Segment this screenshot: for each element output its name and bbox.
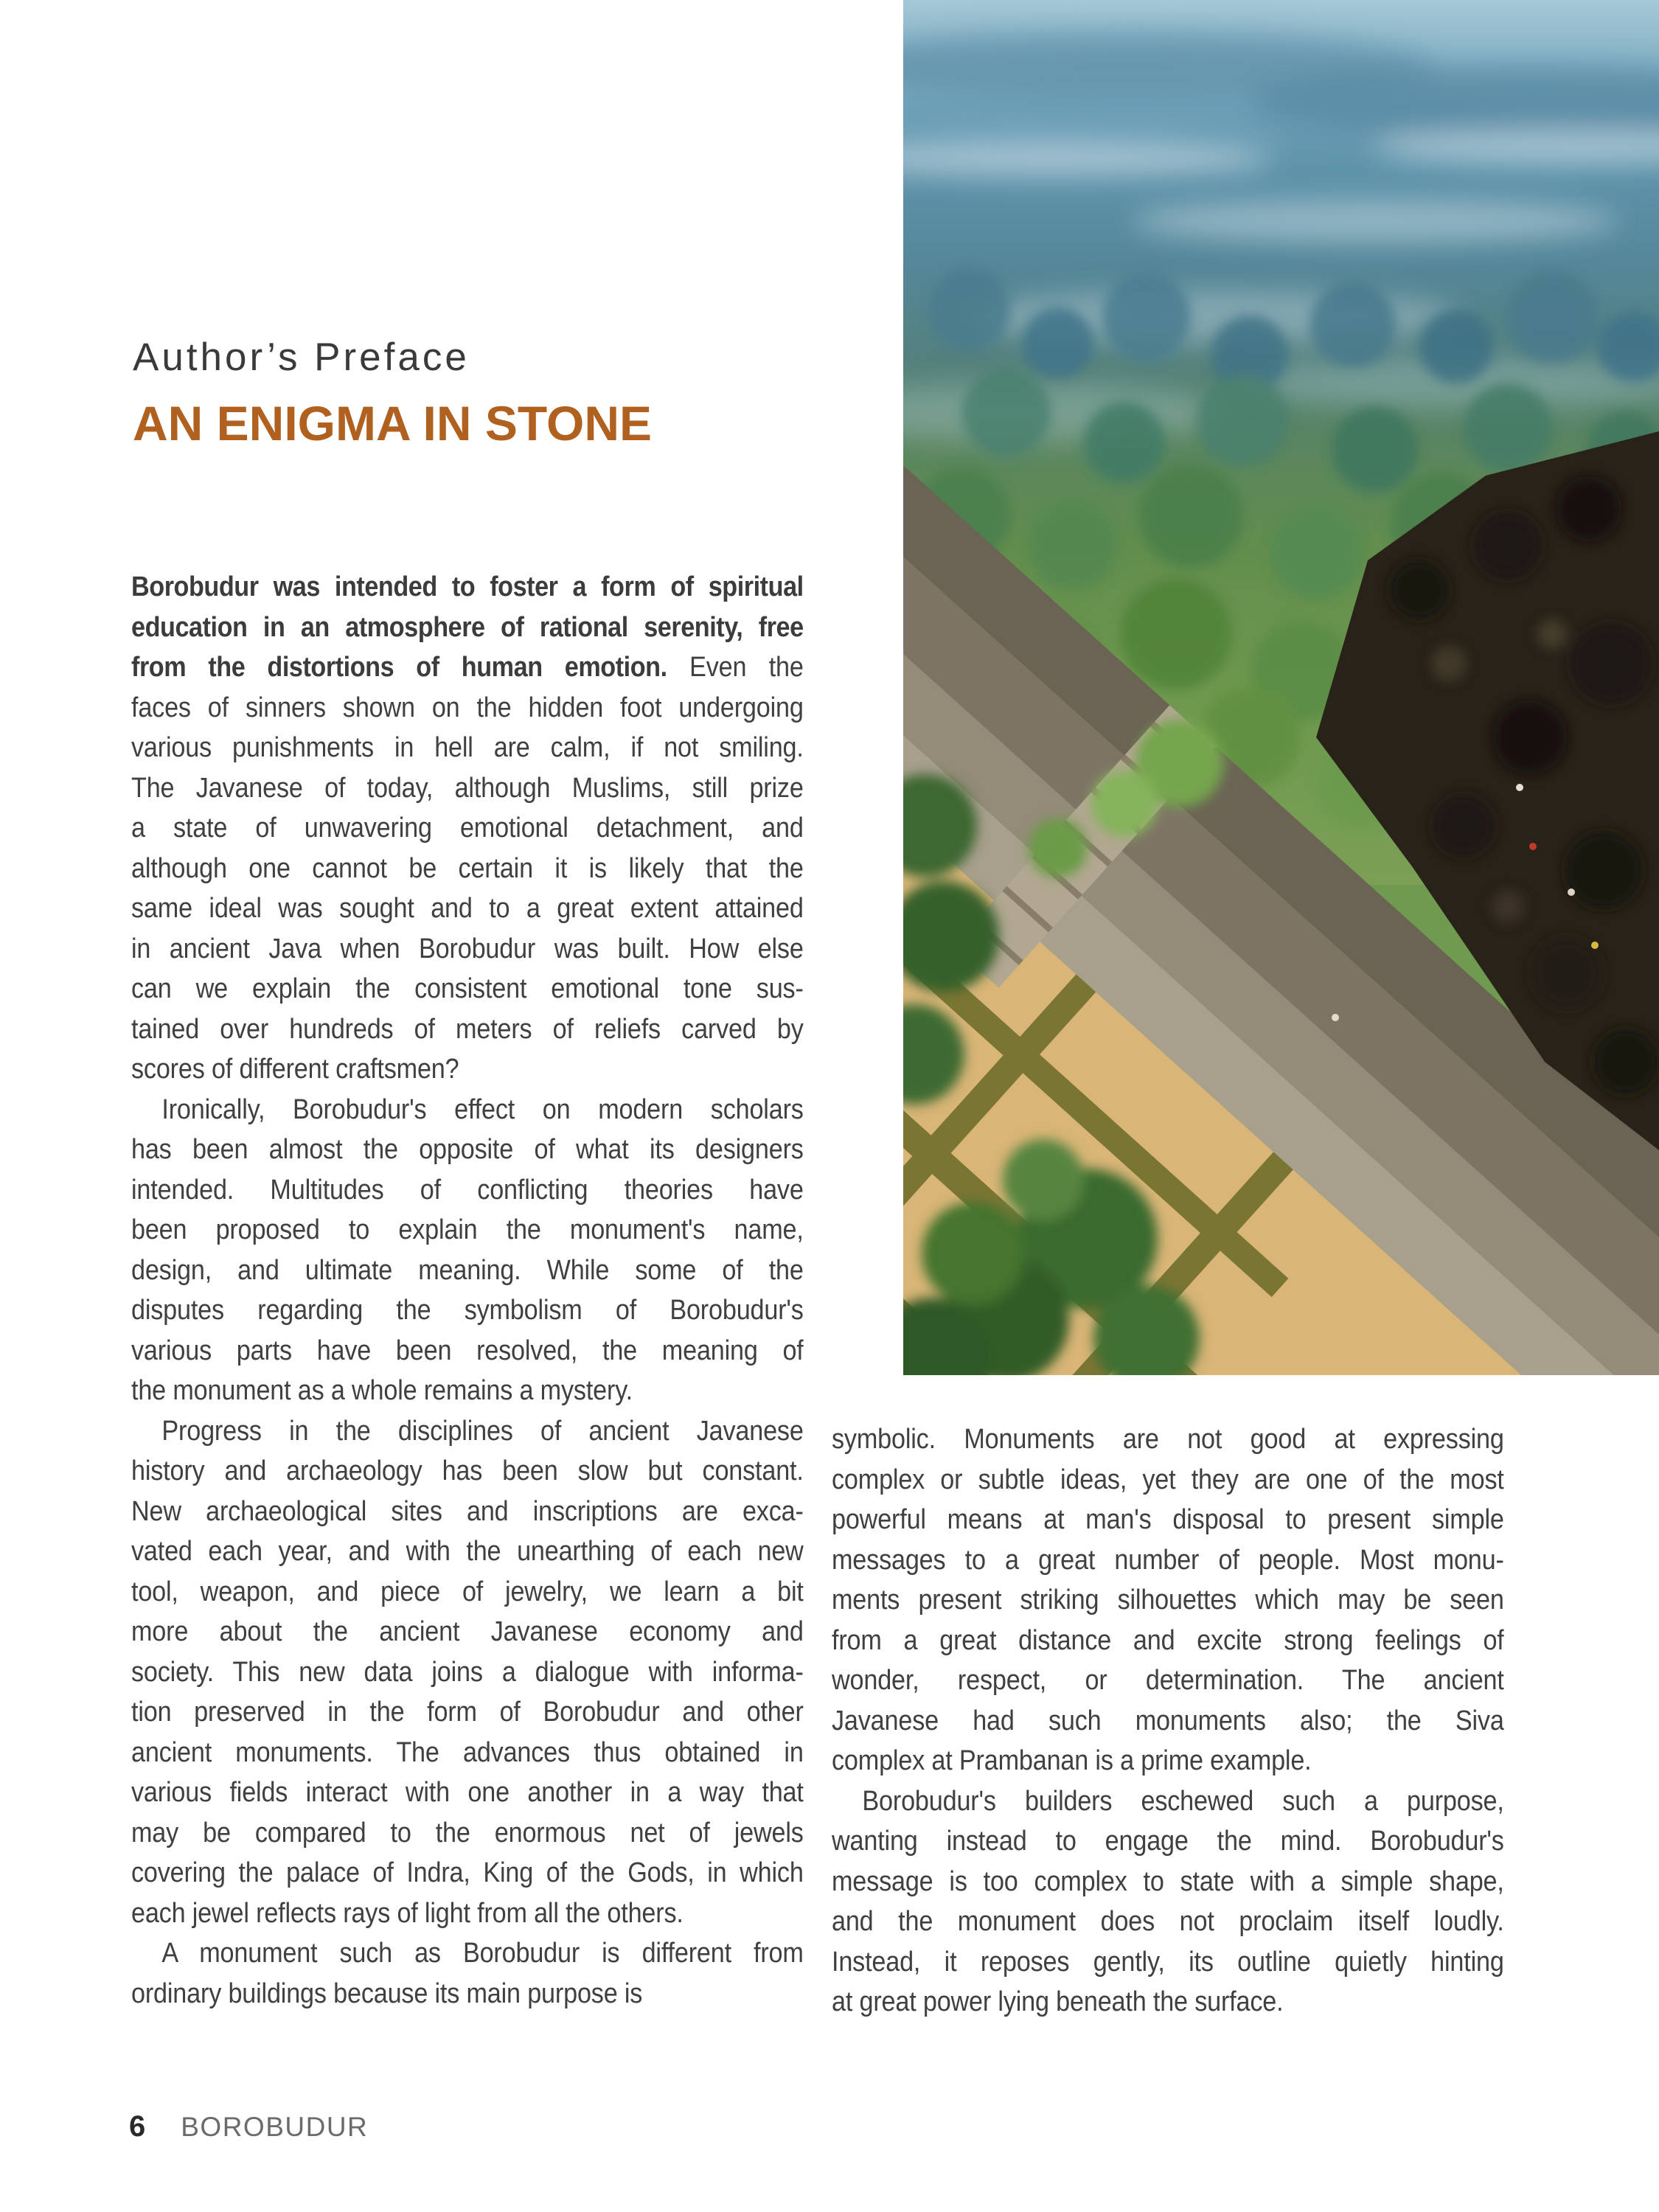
text-line: symbolic. Monuments are not good at expressing [832,1424,1504,1455]
photo-illustration [903,0,1659,1375]
right-column [832,1419,1504,2023]
text-line: each jewel reflects rays of light from all the others. [131,1897,684,1929]
text-line: Progress in the disciplines of ancient Javanese [161,1415,804,1447]
text-line: complex or subtle ideas, yet they are one of the most [832,1464,1504,1495]
text-line: been proposed to explain the monument's name, [131,1214,804,1245]
text-line: can we explain the consistent emotional tone sus- [131,973,804,1004]
text-line: scores of different craftsmen? [131,1054,459,1085]
text-line: New archaeological sites and inscriptions are exca- [131,1495,804,1527]
text-line: various fields interact with one another in a way that [131,1777,804,1808]
text-line: ordinary buildings because its main purpose is [131,1978,643,2009]
text-line: Ironically, Borobudur's effect on modern scholars [161,1093,804,1125]
text-line: history and archaeology has been slow but constant. [131,1455,804,1486]
text-line: from a great distance and excite strong feelings of [832,1624,1504,1656]
text-line: tool, weapon, and piece of jewelry, we learn a bit [131,1576,804,1607]
text-line: covering the palace of Indra, King of the Gods, in which [131,1857,804,1888]
page-title: AN ENIGMA IN STONE [133,396,653,451]
text-line: various parts have been resolved, the meaning of [131,1335,804,1366]
text-line: the monument as a whole remains a mystery. [131,1375,633,1406]
text-line: from the distortions of human emotion. Even the [131,652,804,683]
text-line: has been almost the opposite of what its designers [131,1134,804,1165]
text-line: education in an atmosphere of rational serenity, free [131,611,804,643]
text-line: various punishments in hell are calm, if not smiling. [131,732,804,763]
text-line: at great power lying beneath the surface. [832,1986,1284,2017]
text-line: may be compared to the enormous net of jewels [131,1817,804,1848]
text-line: design, and ultimate meaning. While some of the [131,1254,804,1286]
text-line: society. This new data joins a dialogue with informa- [131,1656,804,1688]
text-line: vated each year, and with the unearthing of each new [131,1536,804,1567]
book-title: BOROBUDUR [181,2112,369,2142]
borobudur-aerial-photo [903,0,1659,1375]
left-column [131,567,804,2014]
text-line: same ideal was sought and to a great extent attained [131,893,804,924]
text-line: more about the ancient Javanese economy and [131,1616,804,1647]
text-line: Javanese had such monuments also; the Siva [832,1705,1504,1736]
text-line: Instead, it reposes gently, its outline quietly hinting [832,1946,1504,1978]
text-line: ancient monuments. The advances thus obtained in [131,1736,804,1768]
text-line: ments present striking silhouettes which may be seen [832,1585,1504,1615]
text-line: messages to a great number of people. Most monu- [832,1544,1504,1576]
text-line: Borobudur was intended to foster a form of spiritual [131,571,804,602]
text-line: wonder, respect, or determination. The ancient [832,1665,1504,1696]
text-line: a state of unwavering emotional detachment, and [131,813,804,844]
page-footer [129,2110,368,2143]
text-line: faces of sinners shown on the hidden foot undergoing [131,692,804,723]
text-line: complex at Prambanan is a prime example. [832,1745,1312,1776]
text-line: wanting instead to engage the mind. Borobudur's [832,1826,1504,1857]
text-line: Borobudur's builders eschewed such a purpose, [862,1785,1504,1817]
text-line: although one cannot be certain it is likely that the [131,852,804,884]
text-line: The Javanese of today, although Muslims, still prize [131,772,804,804]
text-line: powerful means at man's disposal to present simple [832,1504,1504,1535]
text-line: tion preserved in the form of Borobudur and other [131,1697,804,1728]
text-line: disputes regarding the symbolism of Borobudur's [131,1295,804,1326]
section-kicker: Author’s Preface [133,335,470,379]
text-line: intended. Multitudes of conflicting theories have [131,1174,804,1206]
text-line: message is too complex to state with a simple shape, [832,1865,1504,1897]
text-line: tained over hundreds of meters of reliefs carved by [131,1013,804,1045]
page-number: 6 [129,2110,146,2143]
text-line: and the monument does not proclaim itself loudly. [832,1906,1504,1937]
text-line: in ancient Java when Borobudur was built. How else [131,933,804,964]
text-line: A monument such as Borobudur is different from [161,1938,804,1969]
